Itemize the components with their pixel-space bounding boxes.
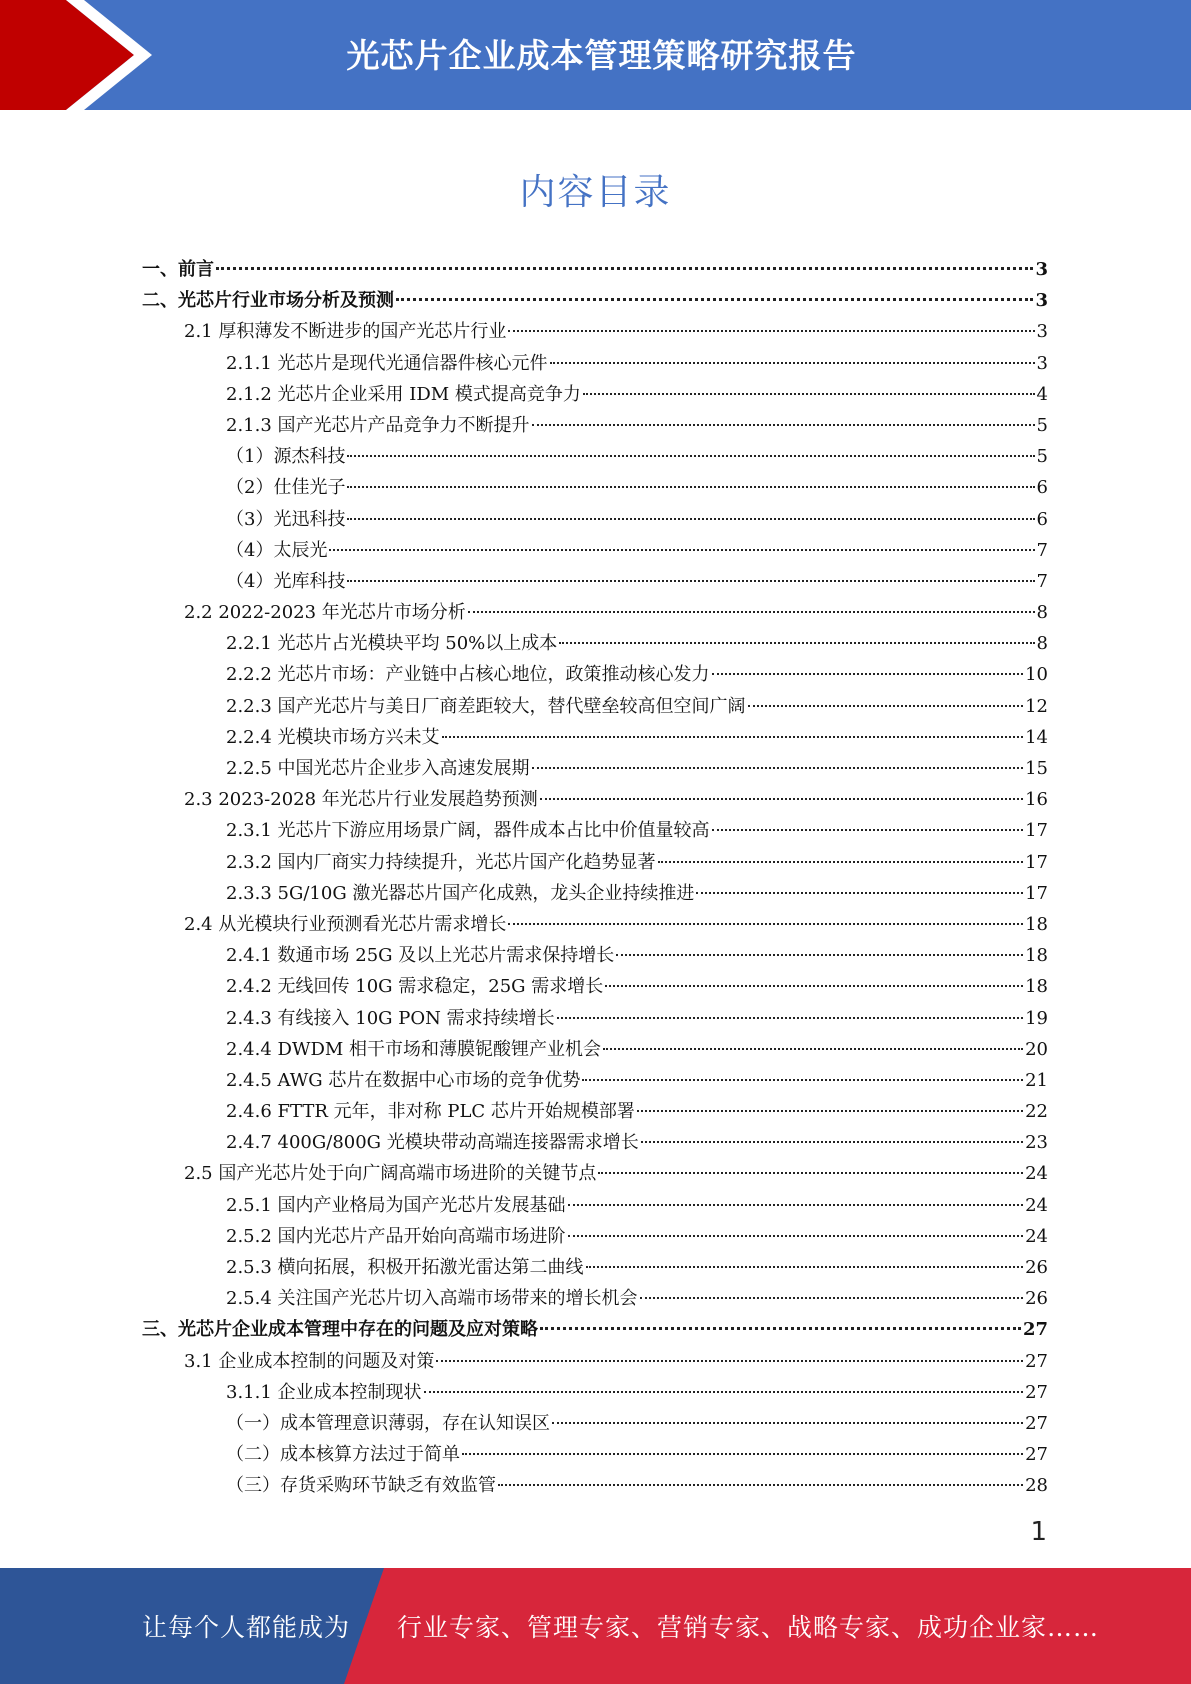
footer-slogan-right: 行业专家、管理专家、营销专家、战略专家、成功企业家……	[397, 1613, 1100, 1642]
toc-entry[interactable]	[142, 1283, 1048, 1314]
toc-entry-page: 17	[1025, 820, 1048, 842]
toc-entry[interactable]	[142, 1470, 1048, 1501]
toc-entry-title: 2.4.5 AWG 芯片在数据中心市场的竞争优势	[226, 1069, 581, 1091]
toc-entry[interactable]	[142, 659, 1048, 690]
toc-entry-title: 2.5 国产光芯片处于向广阔高端市场进阶的关键节点	[184, 1163, 597, 1185]
toc-entry[interactable]	[142, 285, 1048, 316]
toc-entry-page: 7	[1036, 570, 1048, 592]
toc-entry[interactable]	[142, 348, 1048, 379]
dot-leader	[586, 1266, 1024, 1268]
toc-entry-title: 2.2.1 光芯片占光模块平均 50%以上成本	[226, 633, 558, 655]
toc-entry-title: 2.1 厚积薄发不断进步的国产光芯片行业	[184, 321, 507, 343]
toc-entry-page: 3	[1036, 352, 1048, 374]
toc-entry-page: 28	[1025, 1475, 1048, 1497]
dot-leader	[559, 642, 1034, 644]
dot-leader	[696, 892, 1023, 894]
toc-entry[interactable]	[142, 940, 1048, 971]
toc-entry[interactable]	[142, 753, 1048, 784]
toc-entry-page: 18	[1025, 945, 1048, 967]
toc-entry[interactable]	[142, 1377, 1048, 1408]
toc-entry-title: 2.1.2 光芯片企业采用 IDM 模式提高竞争力	[226, 383, 581, 405]
dot-leader	[508, 330, 1034, 332]
dot-leader	[598, 1172, 1023, 1174]
dot-leader	[712, 673, 1024, 675]
toc-entry-title: （一）成本管理意识薄弱，存在认知误区	[226, 1412, 550, 1434]
dot-leader	[532, 424, 1035, 426]
toc-entry[interactable]	[142, 1408, 1048, 1439]
toc-entry-page: 26	[1025, 1288, 1048, 1310]
dot-leader	[748, 705, 1024, 707]
toc-entry[interactable]	[142, 847, 1048, 878]
toc-entry-title: 2.5.1 国内产业格局为国产光芯片发展基础	[226, 1194, 566, 1216]
toc-entry[interactable]	[142, 1190, 1048, 1221]
toc-entry-title: 2.4.7 400G/800G 光模块带动高端连接器需求增长	[226, 1132, 639, 1154]
toc-entry[interactable]	[142, 1221, 1048, 1252]
toc-entry[interactable]	[142, 410, 1048, 441]
toc-entry-title: 3.1.1 企业成本控制现状	[226, 1381, 422, 1403]
toc-entry-title: 2.4 从光模块行业预测看光芯片需求增长	[184, 913, 507, 935]
toc-entry-title: 2.5.4 关注国产光芯片切入高端市场带来的增长机会	[226, 1288, 638, 1310]
toc-entry-title: 2.2.2 光芯片市场：产业链中占核心地位，政策推动核心发力	[226, 664, 710, 686]
toc-entry[interactable]	[142, 1158, 1048, 1189]
dot-leader	[508, 923, 1023, 925]
toc-entry[interactable]	[142, 1096, 1048, 1127]
toc-entry-page: 3	[1035, 290, 1048, 312]
toc-entry-title: （4）太辰光	[226, 539, 328, 561]
toc-entry[interactable]	[142, 316, 1048, 347]
toc-entry-title: 2.4.1 数通市场 25G 及以上光芯片需求保持增长	[226, 945, 615, 967]
toc-entry[interactable]	[142, 1346, 1048, 1377]
toc-entry-page: 23	[1025, 1132, 1048, 1154]
dot-leader	[550, 362, 1035, 364]
toc-entry-title: 2.3 2023-2028 年光芯片行业发展趋势预测	[184, 789, 538, 811]
dot-leader	[462, 1453, 1023, 1455]
toc-entry-page: 27	[1025, 1381, 1048, 1403]
toc-entry-page: 6	[1036, 508, 1048, 530]
toc-entry[interactable]	[142, 691, 1048, 722]
dot-leader	[347, 455, 1034, 457]
toc-entry-title: 2.3.1 光芯片下游应用场景广阔，器件成本占比中价值量较高	[226, 820, 710, 842]
toc-entry[interactable]	[142, 597, 1048, 628]
toc-entry[interactable]	[142, 254, 1048, 285]
toc-entry-title: 3.1 企业成本控制的问题及对策	[184, 1350, 435, 1372]
toc-entry[interactable]	[142, 379, 1048, 410]
toc-entry-page: 3	[1035, 259, 1048, 280]
toc-entry-title: （二）成本核算方法过于简单	[226, 1444, 460, 1466]
toc-entry-page: 24	[1025, 1194, 1048, 1216]
page-number: 1	[1030, 1517, 1047, 1547]
toc-entry[interactable]	[142, 784, 1048, 815]
toc-entry-page: 22	[1025, 1101, 1048, 1123]
toc-entry[interactable]	[142, 878, 1048, 909]
toc-entry-page: 16	[1025, 789, 1048, 811]
toc-entry-page: 6	[1036, 477, 1048, 499]
toc-entry-title: 2.4.3 有线接入 10G PON 需求持续增长	[226, 1007, 555, 1029]
toc-entry-title: 2.4.6 FTTR 元年，非对称 PLC 芯片开始规模部署	[226, 1101, 635, 1123]
dot-leader	[396, 298, 1033, 301]
toc-entry-page: 3	[1036, 321, 1048, 343]
toc-entry-page: 26	[1025, 1257, 1048, 1278]
dot-leader	[540, 798, 1023, 800]
dot-leader	[712, 829, 1024, 831]
dot-leader	[468, 611, 1035, 613]
dot-leader	[658, 861, 1024, 863]
toc-entry-page: 8	[1036, 633, 1048, 655]
toc-entry-title: 2.1.3 国产光芯片产品竞争力不断提升	[226, 414, 530, 436]
toc-entry[interactable]	[142, 815, 1048, 846]
dot-leader	[424, 1391, 1024, 1393]
dot-leader	[347, 486, 1034, 488]
toc-entry[interactable]	[142, 472, 1048, 503]
toc-entry-title: （三）存货采购环节缺乏有效监管	[226, 1475, 496, 1497]
dot-leader	[640, 1297, 1024, 1299]
toc-entry-page: 19	[1025, 1007, 1048, 1029]
dot-leader	[216, 267, 1033, 270]
toc-entry-title: （1）源杰科技	[226, 446, 346, 468]
toc-entry-page: 15	[1025, 758, 1048, 779]
toc-entry-title: 2.2.5 中国光芯片企业步入高速发展期	[226, 758, 530, 779]
toc-entry-page: 10	[1025, 664, 1048, 686]
toc-entry-page: 8	[1036, 602, 1048, 624]
toc-entry-page: 5	[1036, 446, 1048, 468]
toc-entry-page: 24	[1025, 1225, 1048, 1247]
toc-entry-title: 2.1.1 光芯片是现代光通信器件核心元件	[226, 352, 548, 374]
toc-entry-title: 一、前言	[142, 259, 214, 280]
toc-entry-title: 二、光芯片行业市场分析及预测	[142, 290, 394, 312]
toc-entry[interactable]	[142, 628, 1048, 659]
toc-entry-page: 14	[1025, 726, 1048, 748]
toc-entry-title: 2.3.2 国内厂商实力持续提升，光芯片国产化趋势显著	[226, 851, 656, 873]
toc-entry[interactable]	[142, 909, 1048, 940]
toc-entry[interactable]	[142, 441, 1048, 472]
toc-entry-title: 2.5.3 横向拓展，积极开拓激光雷达第二曲线	[226, 1257, 584, 1278]
toc-entry-title: 2.3.3 5G/10G 激光器芯片国产化成熟，龙头企业持续推进	[226, 882, 695, 904]
toc-entry[interactable]	[142, 1252, 1048, 1283]
toc-entry-page: 5	[1036, 414, 1048, 436]
toc-entry-page: 21	[1025, 1069, 1048, 1091]
dot-leader	[616, 954, 1023, 956]
toc-entry[interactable]	[142, 566, 1048, 597]
dot-leader	[568, 1235, 1024, 1237]
toc-entry-page: 4	[1036, 383, 1048, 405]
dot-leader	[568, 1204, 1024, 1206]
toc-entry-title: 2.2.4 光模块市场方兴未艾	[226, 726, 440, 748]
toc-entry-title: 2.4.2 无线回传 10G 需求稳定，25G 需求增长	[226, 976, 604, 998]
toc-entry-title: （4）光库科技	[226, 570, 346, 592]
toc-entry-page: 7	[1036, 539, 1048, 561]
dot-leader	[540, 1327, 1021, 1330]
toc-entry[interactable]	[142, 1314, 1048, 1345]
dot-leader	[637, 1110, 1023, 1112]
toc-entry[interactable]	[142, 1065, 1048, 1096]
dot-leader	[582, 1079, 1023, 1081]
toc-entry[interactable]	[142, 1003, 1048, 1034]
toc-entry[interactable]	[142, 504, 1048, 535]
toc-entry[interactable]	[142, 971, 1048, 1002]
dot-leader	[603, 1048, 1023, 1050]
dot-leader	[583, 393, 1035, 395]
toc-entry-page: 12	[1025, 695, 1048, 717]
document-title: 光芯片企业成本管理策略研究报告	[346, 35, 857, 75]
toc-entry-page: 24	[1025, 1163, 1048, 1185]
toc-entry-title: （2）仕佳光子	[226, 477, 346, 499]
dot-leader	[641, 1141, 1023, 1143]
toc-entry-page: 27	[1025, 1444, 1048, 1466]
dot-leader	[532, 767, 1024, 769]
toc-entry-title: 三、光芯片企业成本管理中存在的问题及应对策略	[142, 1319, 538, 1341]
toc-entry-title: 2.2 2022-2023 年光芯片市场分析	[184, 602, 466, 624]
toc-entry-title: 2.2.3 国产光芯片与美日厂商差距较大，替代壁垒较高但空间广阔	[226, 695, 746, 717]
toc-entry-title: 2.4.4 DWDM 相干市场和薄膜铌酸锂产业机会	[226, 1038, 602, 1060]
toc-entry-page: 27	[1025, 1350, 1048, 1372]
toc-heading: 内容目录	[519, 172, 672, 213]
dot-leader	[557, 1017, 1024, 1019]
dot-leader	[347, 580, 1034, 582]
dot-leader	[329, 549, 1034, 551]
footer-slogan-left: 让每个人都能成为	[142, 1613, 351, 1642]
toc-entry[interactable]	[142, 535, 1048, 566]
dot-leader	[605, 985, 1023, 987]
dot-leader	[498, 1484, 1023, 1486]
footer-banner	[0, 1568, 1191, 1684]
toc-entry[interactable]	[142, 1439, 1048, 1470]
toc-entry[interactable]	[142, 722, 1048, 753]
toc-entry-title: （3）光迅科技	[226, 508, 346, 530]
toc-entry-page: 18	[1025, 913, 1048, 935]
toc-entry-page: 27	[1025, 1412, 1048, 1434]
table-of-contents	[142, 254, 1048, 1502]
toc-entry-page: 20	[1025, 1038, 1048, 1060]
toc-entry-page: 18	[1025, 976, 1048, 998]
dot-leader	[552, 1422, 1023, 1424]
toc-entry-page: 17	[1025, 882, 1048, 904]
toc-entry[interactable]	[142, 1127, 1048, 1158]
toc-entry-title: 2.5.2 国内光芯片产品开始向高端市场进阶	[226, 1225, 566, 1247]
toc-entry[interactable]	[142, 1034, 1048, 1065]
dot-leader	[436, 1360, 1023, 1362]
dot-leader	[347, 518, 1034, 520]
toc-entry-page: 17	[1025, 851, 1048, 873]
header-banner	[0, 0, 1191, 110]
toc-entry-page: 27	[1022, 1319, 1048, 1341]
dot-leader	[442, 736, 1024, 738]
